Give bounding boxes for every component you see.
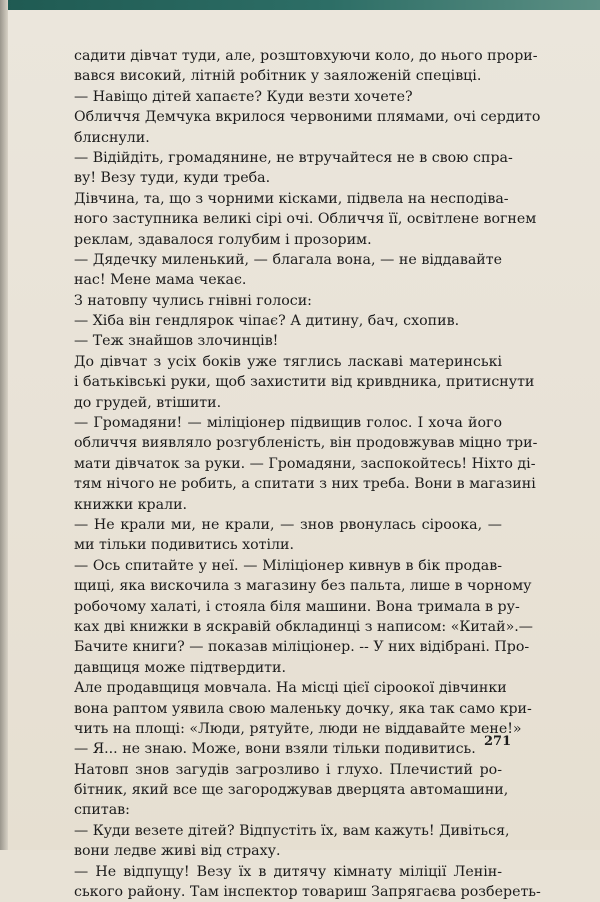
text-line: щиці, яка вискочила з магазину без пальта, лише в чорному xyxy=(74,578,532,595)
text-line: нас! Мене мама чекає. xyxy=(74,272,247,289)
text-line: Але продавщиця мовчала. На місці цієї сіроокої дівчинки xyxy=(74,680,507,697)
text-line: спитав: xyxy=(74,802,130,819)
text-line: — Відійдіть, громадянине, не втручайтеся не в свою спра- xyxy=(74,149,513,166)
text-line: — Не крали ми, не крали, — знов рвонулась сіроока, — xyxy=(74,516,502,533)
text-line: вони ледве живі від страху. xyxy=(74,843,281,860)
text-line: і батьківські руки, щоб захистити від кривдника, притиснути xyxy=(74,374,535,391)
text-line: чить на площі: «Люди, рятуйте, люди не віддавайте мене!» xyxy=(74,720,522,737)
text-line: — Не відпущу! Везу їх в дитячу кімнату міліції Ленін- xyxy=(74,863,502,880)
text-line: — Ось спитайте у неї. — Міліціонер кивнув в бік продав- xyxy=(74,557,502,574)
text-line: робочому халаті, і стояла біля машини. Вона тримала в ру- xyxy=(74,598,520,615)
text-line: садити дівчат туди, але, розштовхуючи коло, до нього прори- xyxy=(74,48,538,64)
text-line: ми тільки подивитись хотіли. xyxy=(74,537,294,554)
text-line: Натовп знов загудів загрозливо і глухо. Плечистий ро- xyxy=(74,761,502,778)
text-line: блиснули. xyxy=(74,129,150,146)
page-number: 271 xyxy=(484,734,512,749)
text-line: ву! Везу туди, куди треба. xyxy=(74,170,271,187)
text-line: бітник, який все ще загороджував дверцята автомашини, xyxy=(74,782,509,799)
text-line: до грудей, втішити. xyxy=(74,394,222,411)
text-line: ського району. Там інспектор товариш Запрягаєва розбереть- xyxy=(74,884,541,901)
text-line: — Теж знайшов злочинців! xyxy=(74,333,279,350)
text-line: — Навіщо дітей хапаєте? Куди везти хочете? xyxy=(74,88,413,105)
text-line: — Я... не знаю. Може, вони взяли тільки подивитись. xyxy=(74,741,476,758)
text-line: ках дві книжки в яскравій обкладинці з написом: «Китай».— xyxy=(74,618,533,635)
text-line: вона раптом уявила свою маленьку дочку, яка так само кри- xyxy=(74,700,532,717)
text-line: Обличчя Демчука вкрилося червоними плямами, очі сердито xyxy=(74,109,541,126)
text-line: — Громадяни! — міліціонер підвищив голос. І хоча його xyxy=(74,415,502,432)
binding-shadow xyxy=(0,0,8,850)
cover-edge xyxy=(0,0,600,10)
text-line: вався високий, літній робітник у заяложеній спецівці. xyxy=(74,68,482,85)
text-line: книжки крали. xyxy=(74,496,188,513)
text-line: — Куди везете дітей? Відпустіть їх, вам кажуть! Дивіться, xyxy=(74,822,510,839)
text-line: Дівчина, та, що з чорними кісками, підвела на несподіва- xyxy=(74,190,509,207)
text-line: З натовпу чулись гнівні голоси: xyxy=(74,292,312,309)
body-text xyxy=(74,46,541,902)
text-line: мати дівчаток за руки. — Громадяни, заспокойтесь! Ніхто ді- xyxy=(74,455,536,472)
text-line: давщиця може підтвердити. xyxy=(74,659,286,676)
text-line: — Дядечку миленький, — благала вона, — не віддавайте xyxy=(74,251,502,268)
text-line: реклам, здавалося голубим і прозорим. xyxy=(74,231,372,248)
text-line: обличчя виявляло розгубленість, він продовжував міцно три- xyxy=(74,435,538,452)
text-line: ного заступника великі сірі очі. Обличчя її, освітлене вогнем xyxy=(74,211,537,228)
text-line: Бачите книги? — показав міліціонер. -- У них відібрані. Про- xyxy=(74,639,530,656)
text-line: До дівчат з усіх боків уже тяглись ласкаві материнські xyxy=(74,353,502,370)
text-line: — Хіба він гендлярок чіпає? А дитину, бач, схопив. xyxy=(74,313,460,330)
text-line: тям нічого не робить, а спитати з них треба. Вони в магазині xyxy=(74,476,536,493)
